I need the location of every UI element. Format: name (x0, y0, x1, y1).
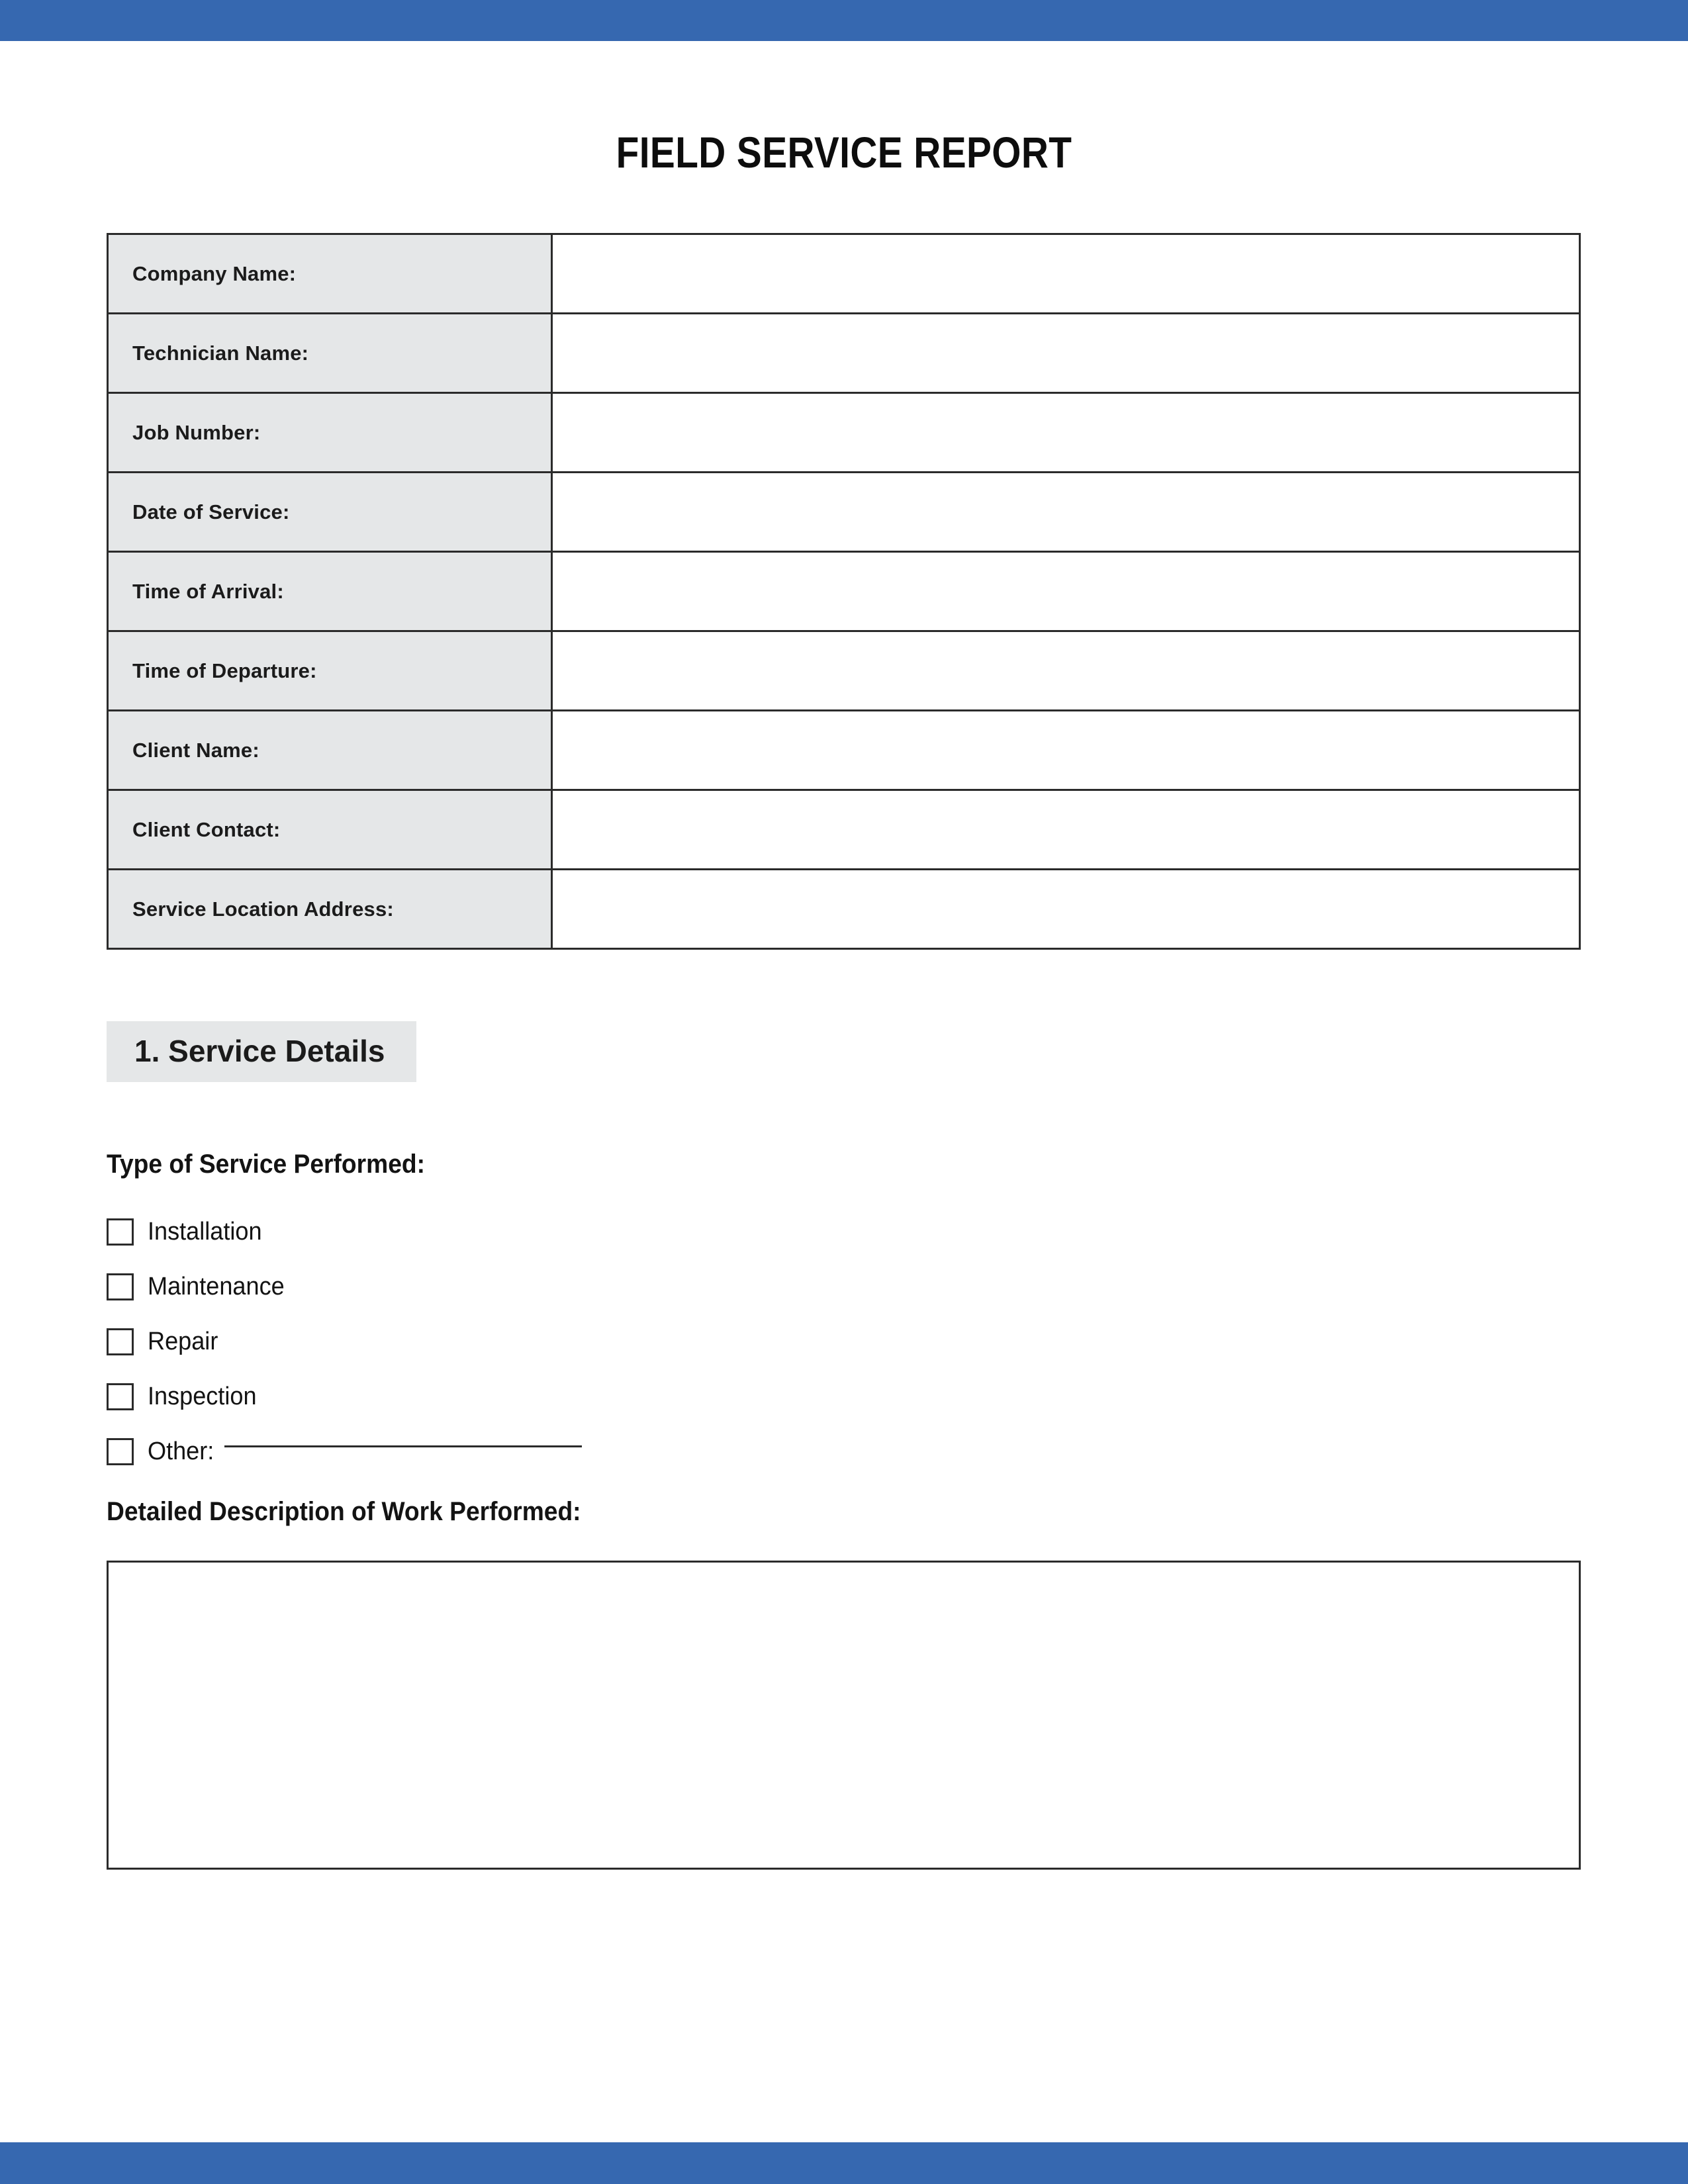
table-row (108, 234, 1580, 314)
table-row (108, 314, 1580, 393)
checkbox-icon[interactable] (107, 1438, 134, 1465)
work-description-label: Detailed Description of Work Performed: (107, 1497, 581, 1526)
info-row-label: Technician Name: (108, 314, 552, 393)
table-row (108, 393, 1580, 473)
service-type-option-label: Repair (148, 1328, 218, 1355)
checkbox-icon[interactable] (107, 1218, 134, 1246)
other-service-blank-line[interactable] (224, 1445, 582, 1447)
info-row-value-field[interactable] (552, 314, 1580, 393)
info-row-value-field[interactable] (552, 552, 1580, 631)
info-row-value-field[interactable] (552, 234, 1580, 314)
top-brand-bar (0, 0, 1688, 41)
service-type-option[interactable] (107, 1205, 1033, 1259)
table-row (108, 631, 1580, 711)
service-type-option-label: Other: (148, 1437, 214, 1465)
table-row (108, 790, 1580, 870)
table-row (108, 473, 1580, 552)
info-row-value-field[interactable] (552, 631, 1580, 711)
info-row-value-field[interactable] (552, 711, 1580, 790)
table-row (108, 870, 1580, 949)
service-type-option-label: Inspection (148, 1383, 257, 1410)
table-row (108, 552, 1580, 631)
info-row-label: Date of Service: (108, 473, 552, 552)
info-row-label: Service Location Address: (108, 870, 552, 949)
section-heading-service-details: 1. Service Details (107, 1021, 416, 1082)
service-type-option-label: Maintenance (148, 1273, 285, 1300)
service-type-checkbox-list (107, 1205, 1033, 1479)
checkbox-icon[interactable] (107, 1328, 134, 1355)
service-type-option-label: Installation (148, 1218, 262, 1246)
info-row-label: Client Name: (108, 711, 552, 790)
service-type-option[interactable] (107, 1314, 1033, 1369)
service-info-table (107, 233, 1581, 950)
info-row-label: Client Contact: (108, 790, 552, 870)
info-row-label: Job Number: (108, 393, 552, 473)
info-row-value-field[interactable] (552, 473, 1580, 552)
service-type-option[interactable] (107, 1369, 1033, 1424)
work-description-textarea[interactable] (107, 1561, 1581, 1870)
bottom-brand-bar (0, 2142, 1688, 2184)
info-row-value-field[interactable] (552, 870, 1580, 949)
service-type-option[interactable] (107, 1259, 1033, 1314)
page-title: FIELD SERVICE REPORT (616, 128, 1072, 177)
info-row-label: Time of Arrival: (108, 552, 552, 631)
info-row-value-field[interactable] (552, 393, 1580, 473)
checkbox-icon[interactable] (107, 1273, 134, 1300)
table-row (108, 711, 1580, 790)
info-row-label: Company Name: (108, 234, 552, 314)
service-type-option[interactable] (107, 1424, 1033, 1479)
service-type-label: Type of Service Performed: (107, 1150, 426, 1179)
checkbox-icon[interactable] (107, 1383, 134, 1410)
info-row-label: Time of Departure: (108, 631, 552, 711)
info-row-value-field[interactable] (552, 790, 1580, 870)
